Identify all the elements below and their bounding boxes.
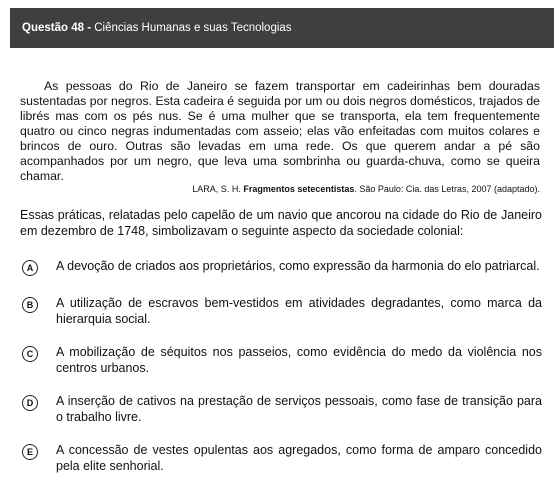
title-separator: - (84, 22, 95, 34)
alternative-a[interactable] (22, 259, 542, 276)
question-prompt: Essas práticas, relatadas pelo capelão de um navio que ancorou na cidade do Rio de Janeiro em dezembro de 1748, simbolizavam o seguinte aspecto da sociedade colonial: (20, 208, 542, 238)
alternative-b-text: A utilização de escravos bem-vestidos em atividades degradantes, como marca da hierarquia social. (56, 296, 542, 326)
source-citation (20, 183, 540, 195)
source-details: . São Paulo: Cia. das Letras, 2007 (adaptado). (354, 184, 540, 194)
alternative-c[interactable] (22, 345, 542, 376)
alternative-d[interactable] (22, 394, 542, 425)
passage-text: As pessoas do Rio de Janeiro se fazem transportar em cadeirinhas bem douradas sustentadas por negros. Esta cadeira é seguida por um ou dois negros domésticos, trajados de librés mas com os pés nus. Se é uma mulher que se transporta, ela tem frequentemente quatro ou cinco negras indumentadas com asseio; elas vão enfeitadas com muitos colares e brincos de ouro. Outras são levadas em uma rede. Os que querem andar a pé são acompanhados por um negro, que leva uma sombrinha ou guarda-chuva, como se queira chamar. (20, 79, 540, 183)
alternative-e[interactable] (22, 443, 542, 474)
question-number: Questão 48 (22, 22, 84, 34)
question-header (10, 8, 554, 48)
alternative-d-text: A inserção de cativos na prestação de serviços pessoais, como fase de transição para o trabalho livre. (56, 394, 542, 424)
question-title (22, 22, 292, 34)
alternative-c-letter[interactable]: C (22, 346, 38, 362)
alternative-b[interactable] (22, 296, 542, 327)
alternative-a-text: A devoção de criados aos proprietários, como expressão da harmonia do elo patriarcal. (56, 259, 540, 273)
source-work: Fragmentos setecentistas (243, 184, 355, 194)
alternative-d-letter[interactable]: D (22, 395, 38, 411)
question-area: Ciências Humanas e suas Tecnologias (94, 22, 292, 34)
alternative-b-letter[interactable]: B (22, 297, 38, 313)
alternative-e-letter[interactable]: E (22, 444, 38, 460)
alternative-e-text: A concessão de vestes opulentas aos agregados, como forma de amparo concedido pela elite senhorial. (56, 443, 542, 473)
source-author: LARA, S. H. (192, 184, 244, 194)
alternative-a-letter[interactable]: A (22, 260, 38, 276)
alternative-c-text: A mobilização de séquitos nos passeios, como evidência do medo da violência nos centros urbanos. (56, 345, 542, 375)
